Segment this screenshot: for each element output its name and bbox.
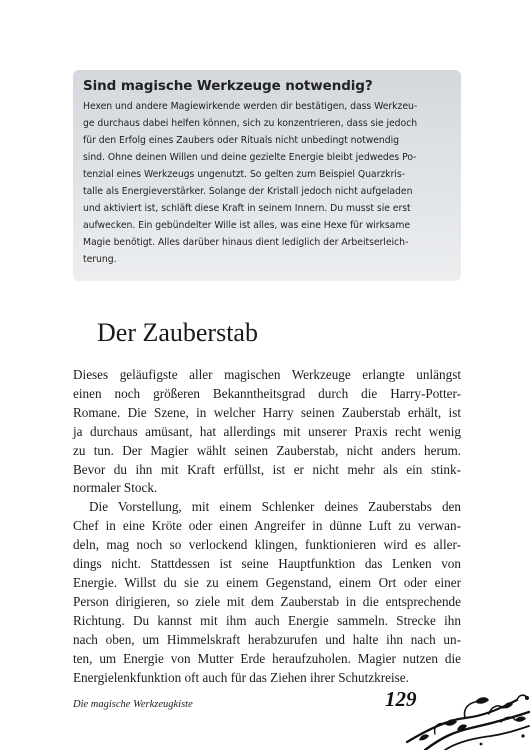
info-box-line: Hexen und andere Magiewirkende werden dir bestätigen, dass Werkzeu-: [83, 101, 418, 112]
info-box-title: Sind magische Werkzeuge notwendig?: [83, 78, 373, 94]
info-box-line: terung.: [83, 254, 117, 265]
body-text: [73, 366, 461, 687]
info-box-line: ge durchaus dabei helfen können, sich zu konzentrieren, dass sie jedoch: [83, 118, 418, 129]
info-box-line: sind. Ohne deinen Willen und deine gezielte Energie bleibt jedwedes Po-: [83, 152, 417, 163]
body-line: dings nicht. Stattdessen ist seine Hauptfunktion das Lenken von: [73, 556, 461, 572]
body-line: ten, um Energie von Mutter Erde heraufzuholen. Magier nutzen die: [73, 650, 461, 666]
body-line: Chef in eine Kröte oder einen Angreifer in dünne Luft zu verwan-: [73, 518, 461, 534]
info-box-line: Magie benötigt. Alles darüber hinaus dient lediglich der Arbeitserleich-: [83, 237, 409, 248]
body-line: zu tun. Der Magier wählt seinen Zauberstab, nicht anders herum.: [73, 442, 461, 458]
section-heading: Der Zauberstab: [97, 318, 258, 347]
body-line: Energie. Willst du sie zu einem Gegenstand, einem Ort oder einer: [73, 574, 461, 590]
body-line: nach oben, um Himmelskraft herabzurufen und halte ihn nach un-: [73, 631, 461, 647]
body-line: deln, mag noch so verlockend klingen, funktionieren wird es aller-: [73, 537, 461, 553]
body-line: normaler Stock.: [73, 480, 158, 496]
body-line: Bevor du ihn mit Kraft erfüllst, ist er nicht mehr als ein stink-: [73, 461, 461, 477]
body-line: Person dirigieren, so ziele mit dem Zauberstab in die entsprechende: [73, 593, 461, 609]
body-line: Richtung. Du kannst mit ihm auch Energie sammeln. Strecke ihn: [73, 612, 461, 628]
body-line: Romane. Die Szene, in welcher Harry seinen Zauberstab erhält, ist: [73, 404, 461, 420]
info-box: [73, 70, 461, 281]
page-number: 129: [385, 687, 417, 711]
body-line: Energielenkfunktion oft auch für das Ziehen ihrer Schutzkreise.: [73, 669, 409, 685]
running-title: Die magische Werkzeugkiste: [73, 699, 193, 710]
body-line: ja durchaus amüsant, hat allerdings mit unserer Praxis recht wenig: [73, 423, 461, 439]
info-box-line: talle als Energieverstärker. Solange der Kristall jedoch nicht aufgeladen: [83, 186, 413, 197]
info-box-line: und aktiviert ist, schläft diese Kraft in seinem Innern. Du musst sie erst: [83, 203, 411, 214]
info-box-line: aufwecken. Ein gebündelter Wille ist alles, was eine Hexe für wirksame: [83, 220, 411, 231]
body-line: Die Vorstellung, mit einem Schlenker deines Zauberstabs den: [89, 499, 461, 515]
info-box-line: für den Erfolg eines Zaubers oder Rituals nicht unbedingt notwendig: [83, 135, 400, 146]
info-box-line: tenzial eines Werkzeugs ungenutzt. So gelten zum Beispiel Quarzkris-: [83, 169, 405, 180]
body-line: einen noch größeren Bekanntheitsgrad durch die Harry-Potter-: [73, 385, 461, 401]
body-line: Dieses geläufigste aller magischen Werkzeuge erlangte unlängst: [73, 367, 461, 382]
vine-ornament-icon: [405, 690, 530, 750]
